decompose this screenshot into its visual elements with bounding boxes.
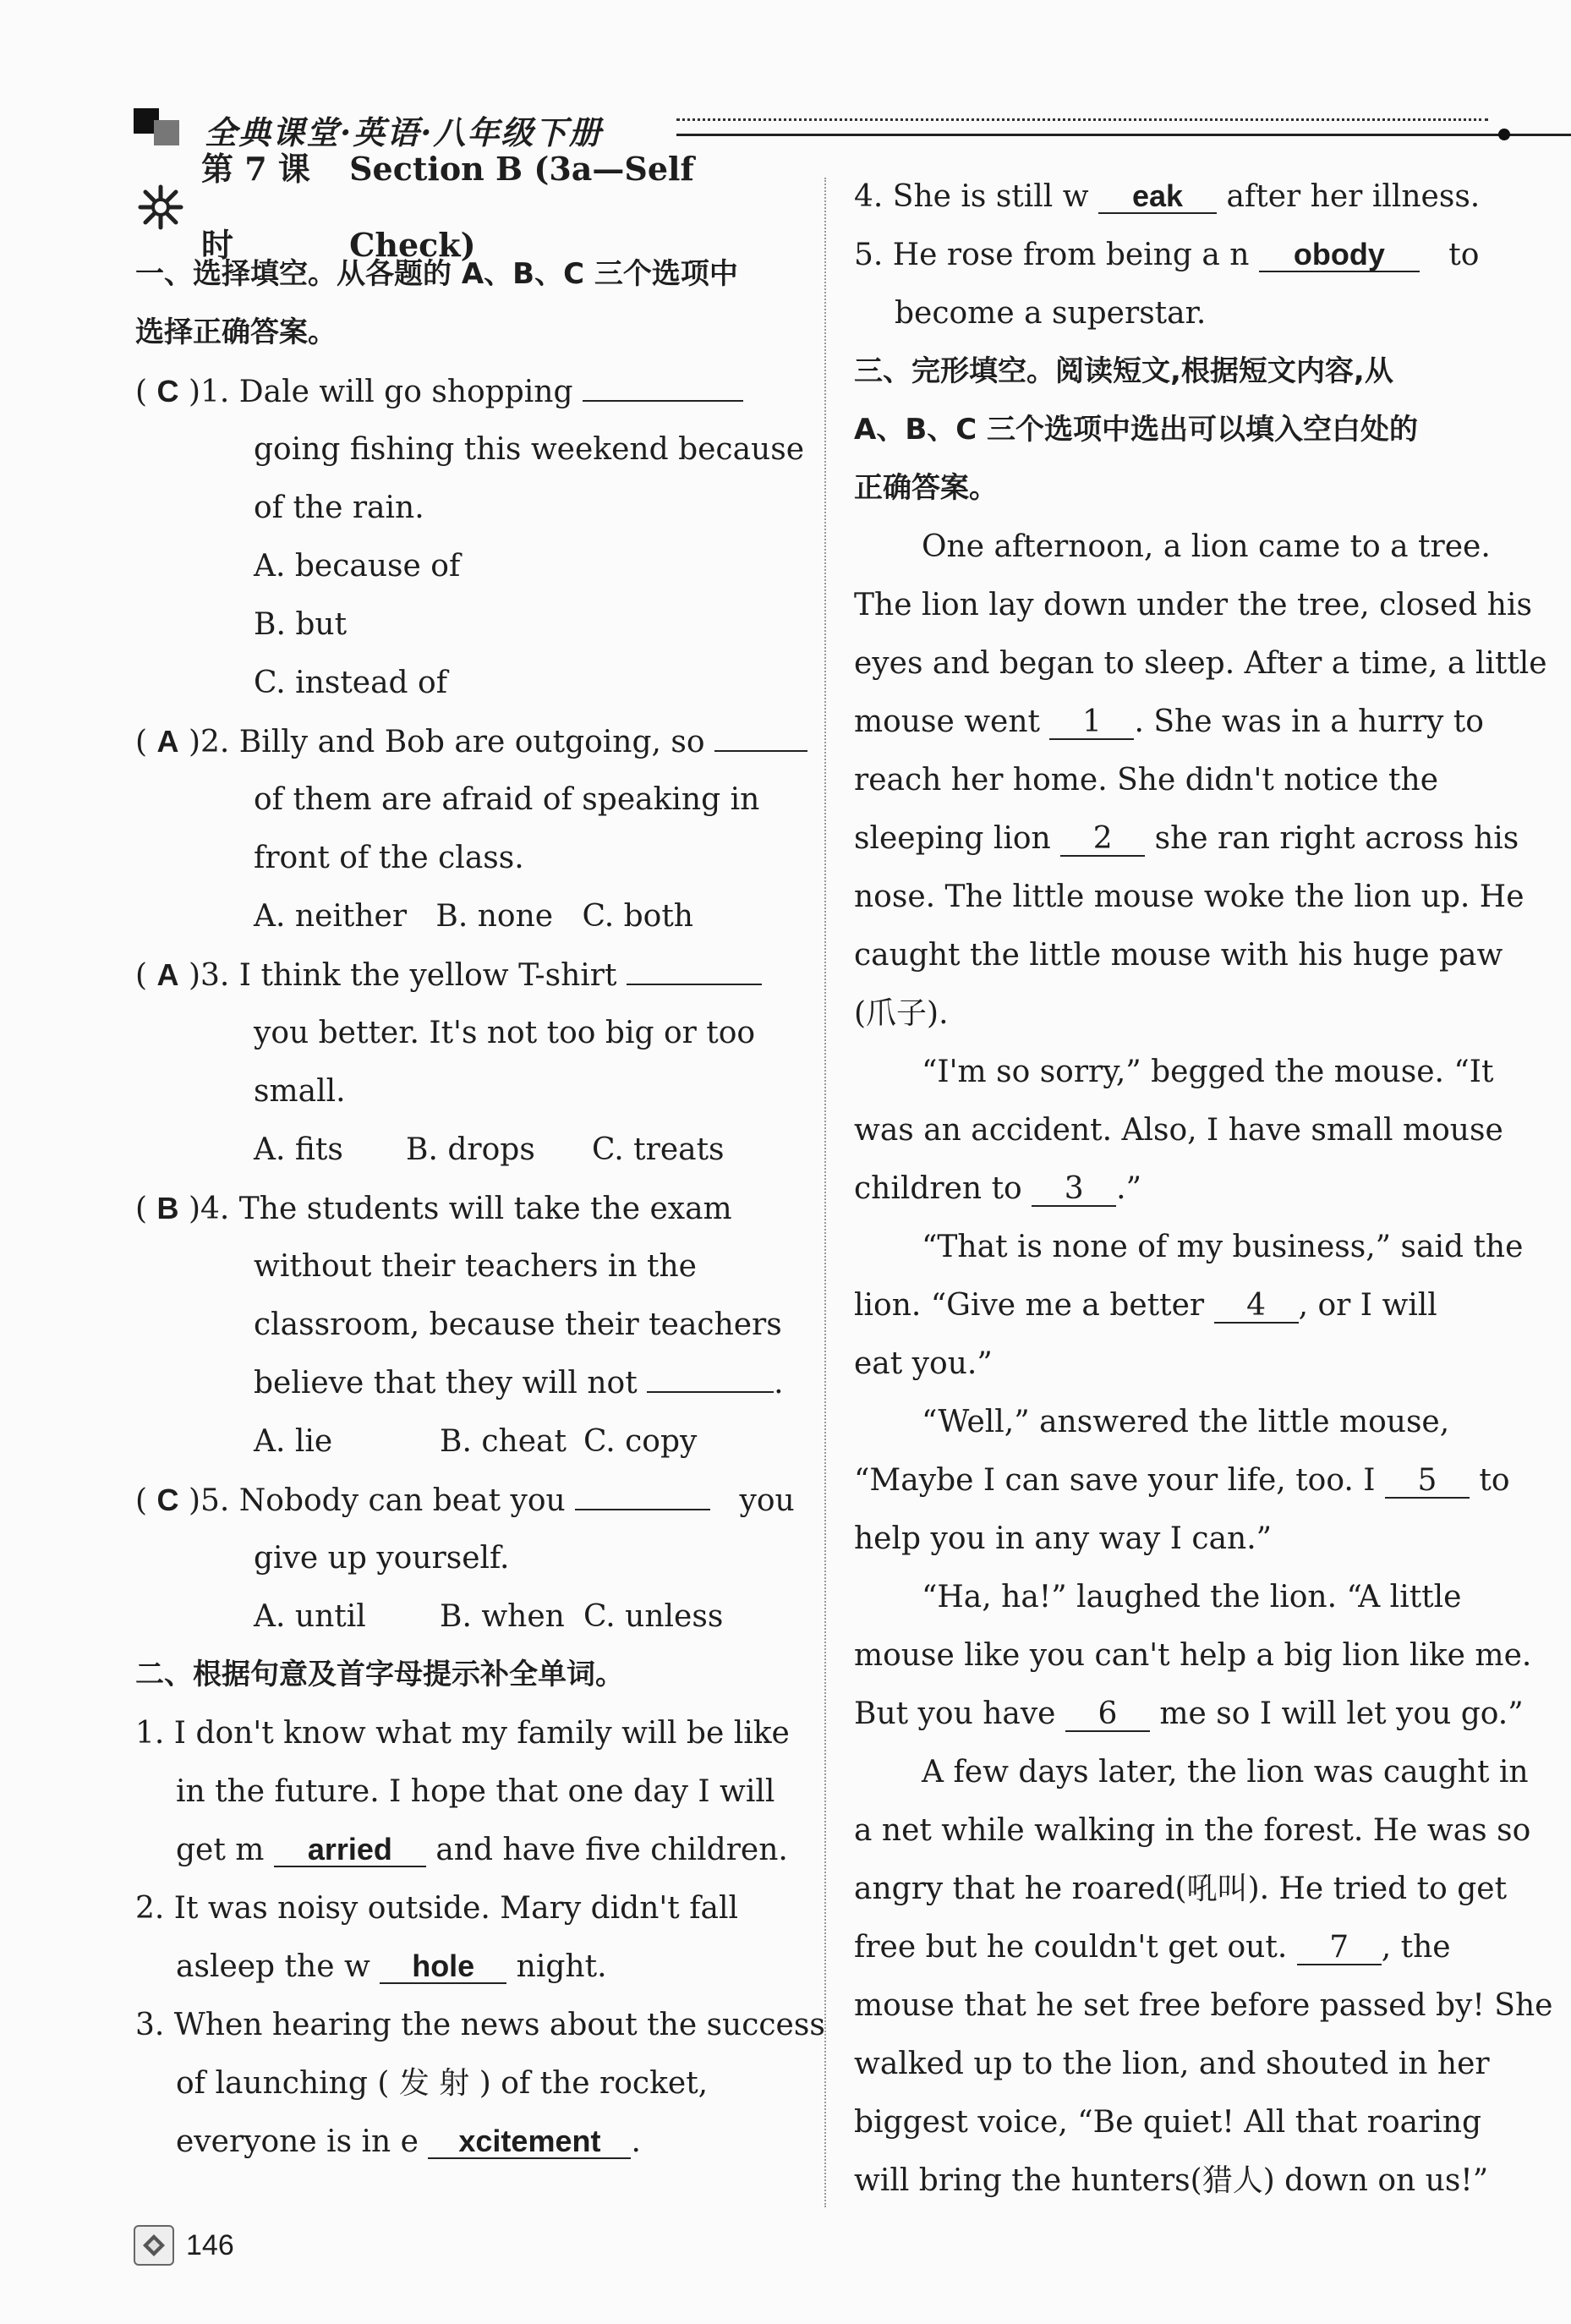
- sentence-5: 5. He rose from being a n obody to: [854, 226, 1505, 284]
- sentence-1: 1. I don't know what my family will be like: [135, 1716, 790, 1751]
- section1-heading-1: 一、选择填空。从各题的 A、B、C 三个选项中: [135, 257, 738, 291]
- lesson-number: 第 7 课时: [201, 150, 310, 264]
- answer-weak: eak: [1098, 175, 1217, 214]
- book-title: 全典课堂·英语·八年级下册: [205, 113, 603, 151]
- right-column: 4. She is still w eak after her illness. 5. He rose from being a n obody to become a superstar. 三、完形填空。阅读短文,根据短文内容,从 A、B、C 三个选项中选出可以填入空白处的 正确答案。 One afternoon, a lion came to a tree. The lion lay down under the tree, closed his eyes and began to sleep. After a time, a little mouse went 1 . She was in a hurry to reach her home. She didn't notice the sleeping lion 2 she ran right across his nose. The little mouse woke the lion up. He caught the little mouse with his huge paw (爪子). “I'm so sorry,” begged the mouse. “It was an accident. Also, I have small mouse children to 3 .” “That is none of my business,” said the lion. “Give me a better 4 , or I will eat you.” “Well,” answered the little mouse, “Maybe I can save your life, too. I 5 to help you in any way I can.” “Ha, ha!” laughed the lion. “A little mouse like you can't help a big lion like me. But you have 6 me so I will let you go.” A few days later, the lion was caught in a net while walking in the forest. He was so angry that he roared(吼叫). He tried to get free but he couldn't get out. 7 , the mouse that he set free before passed by! She walked up to the lion, and shouted in her biggest voice, “Be quiet! All that roaring will bring the hunters(猎人) down on us!”: [854, 167, 1505, 2210]
- option-c: C. instead of: [254, 666, 448, 700]
- section3-heading-2: A、B、C 三个选项中选出可以填入空白处的: [854, 413, 1419, 447]
- page-footer: [134, 2220, 234, 2271]
- options-q4: A. lie B. cheat C. copy: [254, 1424, 698, 1459]
- option-b: B. but: [254, 607, 348, 642]
- section2-heading: 二、根据句意及首字母提示补全单词。: [135, 1658, 624, 1691]
- option-a: A. because of: [254, 549, 461, 584]
- lesson-heading: [135, 150, 803, 264]
- section3-heading-3: 正确答案。: [854, 471, 998, 505]
- answer-whole: hole: [380, 1945, 506, 1984]
- blank-q5: [575, 1472, 710, 1510]
- diamond-icon: [134, 2225, 174, 2266]
- question-4: ( B )4. The students will take the exam: [135, 1191, 732, 1226]
- lesson-section: Section B (3a—Self Check): [349, 150, 694, 264]
- question-1: ( C )1. Dale will go shopping: [135, 362, 803, 420]
- page-number: 146: [186, 2228, 234, 2261]
- cloze-blank-4: 4: [1214, 1285, 1299, 1324]
- page-header: [127, 101, 1514, 152]
- answer-excitement: xcitement: [428, 2120, 631, 2159]
- cloze-blank-3: 3: [1032, 1168, 1116, 1207]
- cloze-blank-5: 5: [1385, 1460, 1470, 1499]
- cloze-blank-6: 6: [1065, 1693, 1150, 1732]
- answer-1: C: [156, 374, 179, 408]
- question-2: ( A )2. Billy and Bob are outgoing, so: [135, 712, 803, 770]
- passage-line: One afternoon, a lion came to a tree.: [922, 529, 1491, 564]
- cloze-blank-7: 7: [1297, 1927, 1382, 1965]
- left-column: 第 7 课时 Section B (3a—Self Check) 一、选择填空。从各题的 A、B、C 三个选项中 选择正确答案。 ( C )1. Dale will go shopping going fishing this weekend because of the rain. A. because of B. but C. instead of ( A )2. Billy and Bob are outgoing, so of them are afraid of speaking in front of the class. A. neither B. none C. both ( A )3. I think the yellow T-shirt you better. It's not too big or too small. A. fits B. drops C. treats ( B )4. The students will take the exam without their teachers in the classroom, because their teachers believe that they will not . A. lie B. cheat C. copy ( C )5. Nobody can beat you you give up yourself. A. until B. when C. unless 二、根据句意及首字母提示补全单词。 1. I don't know what my family will be like in the future. I hope that one day I will get m arried and have five children. 2. It was noisy outside. Mary didn't fall asleep the w hole night. 3. When hearing the news about the success of launching ( 发 射 ) of the rocket, everyone is in e xcitement .: [135, 169, 803, 2171]
- header-rule: [676, 134, 1571, 136]
- cloze-blank-1: 1: [1049, 701, 1134, 740]
- header-square-shadow-icon: [154, 120, 179, 145]
- star-burst-icon: [135, 182, 186, 233]
- sentence-4: 4. She is still w eak after her illness.: [854, 167, 1505, 226]
- sentence-2: 2. It was noisy outside. Mary didn't fall: [135, 1891, 739, 1926]
- blank-q4: [647, 1354, 774, 1393]
- options-q5: A. until B. when C. unless: [254, 1599, 724, 1634]
- header-dotted-rule: [676, 118, 1488, 121]
- question-5: ( C )5. Nobody can beat you you: [135, 1471, 803, 1529]
- column-divider: [824, 178, 826, 2207]
- options-q2: A. neither B. none C. both: [254, 899, 693, 934]
- answer-nobody: obody: [1259, 233, 1420, 272]
- blank-q1: [583, 363, 743, 402]
- section3-heading-1: 三、完形填空。阅读短文,根据短文内容,从: [854, 354, 1393, 388]
- answer-married: arried: [274, 1828, 426, 1867]
- blank-q3: [627, 946, 762, 985]
- header-dot-icon: [1498, 129, 1510, 140]
- sentence-3: 3. When hearing the news about the success: [135, 2008, 825, 2042]
- cloze-blank-2: 2: [1060, 818, 1145, 857]
- section1-heading-2: 选择正确答案。: [135, 315, 337, 349]
- options-q3: A. fits B. drops C. treats: [254, 1132, 725, 1167]
- question-3: ( A )3. I think the yellow T-shirt: [135, 945, 803, 1004]
- blank-q2: [714, 713, 807, 752]
